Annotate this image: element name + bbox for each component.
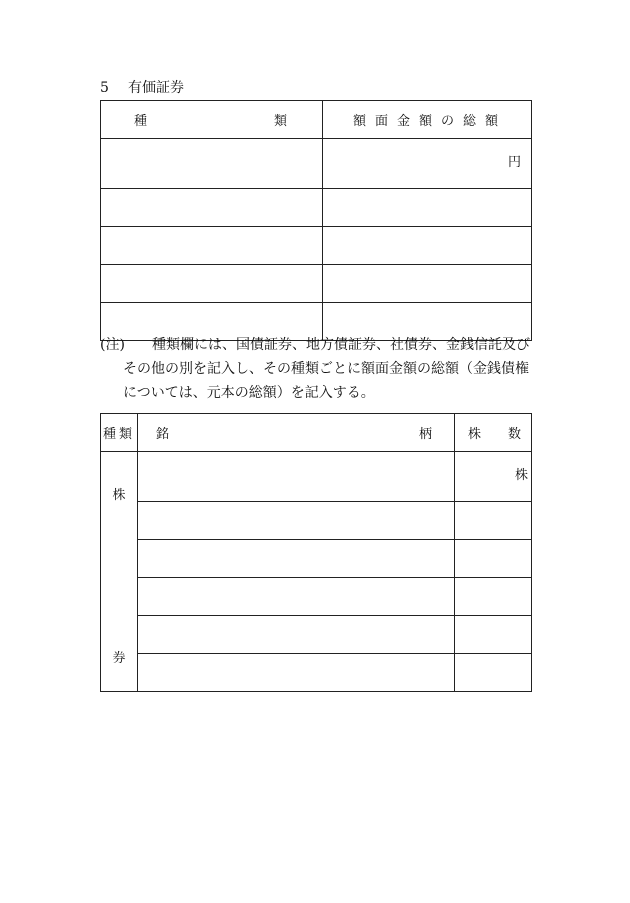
kind-cell[interactable]: [101, 139, 323, 189]
table-header-row: [101, 101, 532, 139]
note-line-3: については、元本の総額）を記入する。: [123, 385, 375, 401]
header-kind-right: 類: [273, 114, 287, 129]
shares-cell[interactable]: [455, 578, 532, 616]
table-row: [101, 616, 532, 654]
stock-type-bottom: 券: [112, 651, 126, 666]
note-head: (注): [100, 337, 125, 353]
securities-amount-table: [100, 100, 532, 341]
amount-cell[interactable]: [323, 189, 532, 227]
name-cell[interactable]: [138, 616, 455, 654]
note-line-1: 種類欄には、国債証券、地方債証券、社債券、金銭信託及び: [152, 337, 530, 353]
amount-cell[interactable]: [323, 265, 532, 303]
table-row: [101, 654, 532, 692]
header-type: [101, 414, 138, 452]
shares-cell[interactable]: [455, 502, 532, 540]
stock-type-top: 株: [112, 488, 126, 503]
header-amount: [323, 101, 532, 139]
shares-cell[interactable]: [455, 654, 532, 692]
shares-cell[interactable]: [455, 452, 532, 502]
header-name: [138, 414, 455, 452]
shares-unit: 株: [514, 468, 528, 483]
header-kind-left: 種: [134, 114, 148, 129]
table-row: [101, 189, 532, 227]
name-cell[interactable]: [138, 654, 455, 692]
header-name-left: 銘: [156, 427, 170, 442]
header-kind: [101, 101, 323, 139]
stock-table: [100, 413, 532, 692]
yen-unit: 円: [507, 155, 521, 170]
table-row: [101, 227, 532, 265]
kind-cell[interactable]: [101, 265, 323, 303]
table-row: [101, 540, 532, 578]
header-name-right: 柄: [418, 427, 432, 442]
amount-cell[interactable]: [323, 139, 532, 189]
table-row: [101, 578, 532, 616]
shares-cell[interactable]: [455, 616, 532, 654]
section-title: 有価証券: [128, 80, 184, 96]
header-shares-right: 数: [507, 427, 521, 442]
stock-type-cell: [101, 452, 138, 692]
kind-cell[interactable]: [101, 227, 323, 265]
section-heading: [100, 77, 184, 97]
name-cell[interactable]: [138, 452, 455, 502]
kind-cell[interactable]: [101, 189, 323, 227]
name-cell[interactable]: [138, 578, 455, 616]
table-row: [101, 139, 532, 189]
table-row: [101, 265, 532, 303]
note-line-2: その他の別を記入し、その種類ごとに額面金額の総額（金銭債権: [123, 361, 529, 377]
shares-cell[interactable]: [455, 540, 532, 578]
name-cell[interactable]: [138, 502, 455, 540]
section-number: 5: [100, 80, 109, 96]
header-shares: [455, 414, 532, 452]
name-cell[interactable]: [138, 540, 455, 578]
header-type-label: 種類: [102, 427, 135, 442]
table-row: [101, 452, 532, 502]
amount-cell[interactable]: [323, 227, 532, 265]
header-amount-label: 額面金額の総額: [352, 114, 507, 129]
table-row: [101, 502, 532, 540]
header-shares-left: 株: [468, 427, 482, 442]
table-header-row: [101, 414, 532, 452]
